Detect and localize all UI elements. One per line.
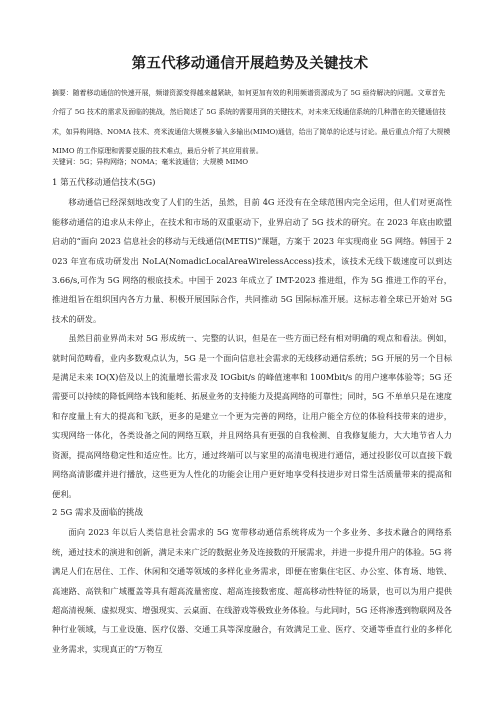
paper-title: 第五代移动通信开展趋势及关键技术 bbox=[131, 56, 369, 72]
section-2-paragraph-1: 面向 2023 年以后人类信息社会需求的 5G 宽带移动通信系统将成为一个多业务、多技术融合的网络系统，通过技术的演进和创新，满足未来广泛的数据业务及连接数的开展需求，并进一步提升用户的体验。5G 将满足人们在居住、工作、休闲和交通等领域的多样化业务需求，即便在密集住宅区、办公室、体育场、地铁、高速路、高铁和广域覆盖等具有超高流量密度、超高连接数密度、超高移动性特征的场景，也可以为用户提供超高清视频、虚拟现实、增强现实、云桌面、在线游戏等极致业务体验。与此同时，5G 还将渗透到物联网及各种行业领域，与工业设施、医疗仪器、交通工具等深度融合，有效满足工业、医疗、交通等垂直行业的多样化业务需求，实现真正的“万物互 bbox=[52, 527, 452, 654]
section-1-paragraph-2: 虽然目前业界尚未对 5G 形成统一、完整的认识，但是在一些方面已经有相对明确的观点和看法。例如，就时间范畴看，业内多数观点认为，5G 是一个面向信息社会需求的无线移动通信系统；5G 开展的另一个目标是满足未来 IO(X)倍及以上的流量增长需求及 IOGbit/s 的峰值速率和 100Mbit/s 的用户速率体验等；5G 还需要可以持续的降低网络本钱和能耗、拓展业务的支持能力及提高网络的可靠性；同时，5G 不单单只是在速度和存度量上有大的提高和飞跃，更多的是建立一个更为完善的网络，让用户能全方位的体验科技带来的进步，实现网络一体化，各类设备之间的网络互联，并且网络具有更强的自我检测、自我修复能力，大大地节省人力资源，提高网络稳定性和适应性。比方，通过终端可以与家里的高清电视进行通信，通过投影仪可以直接下载网络高清影碟并进行播放，这些更为人性化的功能会让用户更好地享受科技进步对日常生活质量带来的提高和便利。 bbox=[52, 333, 452, 499]
section-2-heading: 2 5G 需求及面临的挑战 bbox=[52, 507, 144, 518]
section-1-heading: 1 第五代移动通信技术(5G) bbox=[52, 178, 156, 188]
section-1-paragraph-1: 移动通信已经深刻地改变了人们的生活，虽然，目前 4G 还没有在全球范围内完全运用，但人们对更高性能移动通信的追求从未停止，在技术和市场的双重驱动下，业界启动了 5G 技术的研究。在 2023 年底由欧盟启动的“面向 2023 信息社会的移动与无线通信(METIS)”课题，方案于 2023 年实现商业 5G 网络。韩国于 2023 年宣布成功研发出 NoLA(NomadicLocalAreaWirelessAccess)技术，该技术无线下载速度可以到达 3.66/s,可作为 5G 网络的根底技术。中国于 2023 年成立了 IMT-2023 推进组，作为 5G 推进工作的平台，推进组旨在组织国内各方力量、积极开展国际合作，共同推动 5G 国际标准开展。这标志着全球已开始对 5G 技术的研发。 bbox=[52, 197, 452, 324]
body-text bbox=[52, 174, 452, 659]
keywords: 关键词：5G；异构网络；NOMA；毫米波通信；大规模 MIMO bbox=[52, 158, 249, 166]
abstract: 摘要：随着移动通信的快速开展，频谱资源变得越来越紧缺，如何更加有效的利用频谱资源成为了 5G 亟待解决的问题。文章首先介绍了 5G 技术的需求及面临的挑战，然后简述了 5G 系统的需要用到的关键技术，对未来无线通信系统的几种潜在的关键通信技术，如异构网络、NOMA 技术、亮米波通信大规模多输入多输出(MIMO)通信，给出了简单的论述与讨论。最后重点介绍了大规模 MIMO 的工作原理和需要克服的技术难点，最后分析了其应用前景。 bbox=[52, 89, 451, 156]
